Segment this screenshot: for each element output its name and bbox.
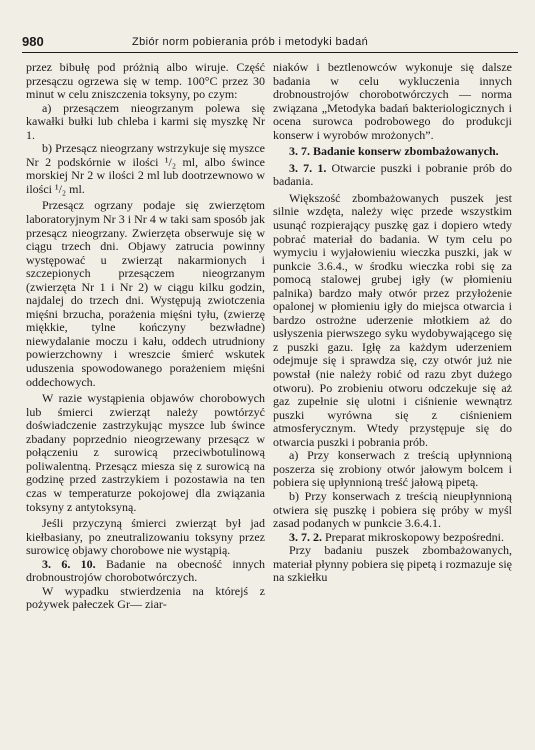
section-title: Preparat mikroskopowy bezpośredni.	[325, 529, 504, 544]
paragraph: Większość zbombażowanych puszek jest silnie wzdęta, należy więc przede wszystkim usunąć rozpierający puszkę gaz i dopiero wtedy pobrać materiał do badania. W tym celu po wymyciu i wyjałowieniu wieczka puszki, jak w punkcie 3.6.4., w środku wieczka robi się za pomocą stalowej grubej igły (w płomieniu palnika) bardzo mały otwór przez przyłożenie opalonej w płomieniu igły do miejsca otwarcia i bardzo ostrożne uderzenie młotkiem aż do usłyszenia pierwszego syku wydobywającego się z puszki gazu. Igłę za każdym uderzeniem odejmuje się i sprawdza się, czy otwór już nie powstał (nie należy robić od razu zbyt dużego otworu). Po zrobieniu otworu odczekuje się aż gaz zupełnie się ulotni i ciśnienie wewnątrz puszki wyrówna się z ciśnieniem atmosferycznym. Wtedy przystępuje się do otwarcia puszki i pobrania prób.	[273, 190, 512, 449]
section-number: 3. 6. 10.	[42, 556, 96, 571]
left-column	[26, 61, 265, 612]
section-heading	[273, 531, 512, 545]
right-column	[273, 61, 512, 585]
paragraph: Przy badaniu puszek zbombażowanych, materiał płynny pobiera się pipetą i rozmazuje się na szkiełku	[273, 543, 512, 585]
list-item-b: b) Przy konserwach z treścią nieupłynnioną otwiera się puszkę i pobiera się próby w myśl zasad podanych w punkcie 3.6.4.1.	[273, 488, 512, 531]
section-title: Badanie konserw zbombażowanych.	[313, 144, 499, 159]
paragraph: przez bibułę pod próżnią albo wiruje. Część przesączu ogrzewa się w temp. 100°C przez 30 minut w celu zniszczenia toksyny, po czym:	[26, 60, 265, 102]
section-title: Otwarcie puszki i pobranie prób do badania.	[273, 160, 512, 189]
paragraph: Przesącz ogrzany podaje się zwierzętom laboratoryjnym Nr 3 i Nr 4 w taki sam sposób jak przesącz nieogrzany. Zwierzęta obserwuje się w ciągu trzech dni. Objawy zatrucia powinny występować u zwierząt nakarmionych i szczepionych przesączem nieogrzanym (zwierzęta Nr 1 i Nr 2) w ciągu kilku godzin, najdalej do trzech dni. Występują zwiotczenia mięśni brzucha, porażenia mięśni tyłu, (zwierzę miękkie, tylne kończyny bezwładne) niewydalanie moczu i kału, oddech utrudniony powierzchowny i wreszcie śmierć wskutek uduszenia spowodowanego porażeniem mięśni oddechowych.	[26, 198, 265, 389]
page-number: 980	[22, 34, 44, 49]
paragraph: niaków i beztlenowców wykonuje się dalsze badania w celu wykluczenia innych drobnoustrojów chorobotwórczych — norma związana „Metodyka badań bakteriologicznych i ocena surowca podrobowego do produkcji konserw i wyrobów mrożonych”.	[273, 60, 512, 142]
section-heading	[273, 162, 512, 189]
list-item-a: a) Przy konserwach z treścią upłynnioną poszerza się zrobiony otwór jałowym bolcem i pobiera się upłynnioną treść jałową pipetą.	[273, 448, 512, 490]
section-number: 3. 7.	[289, 144, 310, 159]
running-title: Zbiór norm pobierania prób i metodyki badań	[132, 36, 369, 48]
paragraph: Jeśli przyczyną śmierci zwierząt był jad kiełbasiany, po zneutralizowaniu toksyny przez surowicę objawy chorobowe nie wystąpią.	[26, 516, 265, 558]
section-title: Badanie na obecność innych drobnoustrojów chorobotwórczych.	[26, 556, 266, 585]
page-header	[22, 36, 518, 53]
section-number: 3. 7. 2.	[289, 529, 322, 544]
paragraph: W wypadku stwierdzenia na którejś z pożywek pałeczek Gr— ziar-	[26, 583, 265, 612]
list-item-b: b) Przesącz nieogrzany wstrzykuje się myszce Nr 2 podskórnie w ilości ¹/₂ ml, albo śwince morskiej Nr 2 w ilości 2 ml lub dootrzewnowo w ilości ¹/₂ ml.	[26, 141, 265, 196]
paragraph: W razie wystąpienia objawów chorobowych lub śmierci zwierząt należy powtórzyć doświadczenie zastrzykując myszce lub śwince zbadany poprzednio nieogrzewany przesącz w połączeniu z surowicą przeciwbotulinową poliwalentną. Przesącz miesza się z surowicą na godzinę przed zastrzykiem i pozostawia na ten czas w temperaturze pokojowej dla związania toksyny z antytoksyną.	[26, 391, 265, 514]
list-item-a: a) przesączem nieogrzanym polewa się kawałki bułki lub chleba i karmi się myszkę Nr 1.	[26, 100, 265, 142]
section-number: 3. 7. 1.	[289, 160, 327, 175]
section-heading	[26, 558, 265, 585]
section-heading	[273, 145, 512, 159]
